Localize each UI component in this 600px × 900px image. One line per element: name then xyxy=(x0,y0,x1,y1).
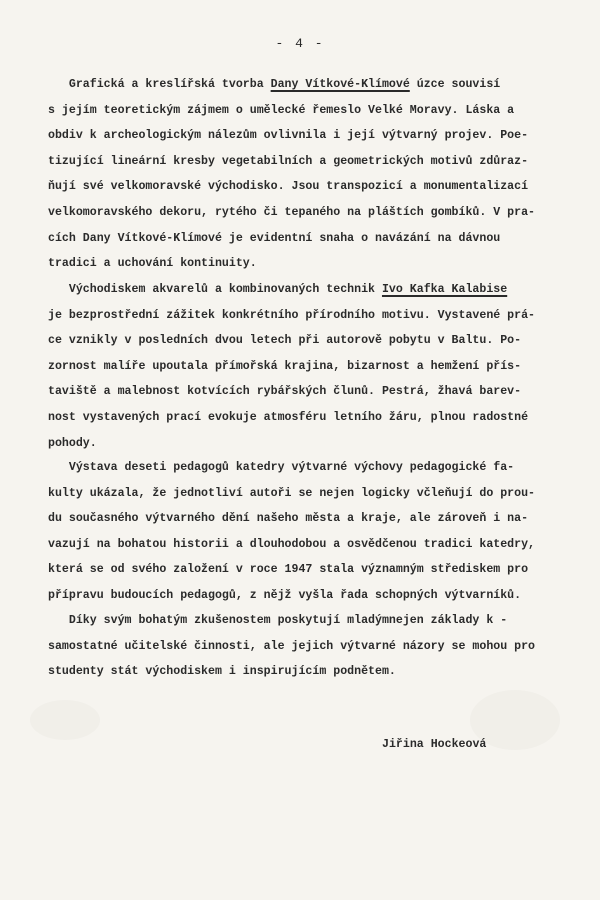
text-line: nost vystavených prací evokuje atmosféru letního žáru, plnou radostné xyxy=(48,410,529,424)
text-line: ňují své velkomoravské východisko. Jsou transpozicí a monumentalizací xyxy=(48,180,529,194)
text-line: Východiskem akvarelů a kombinovaných technik Ivo Kafka Kalabise xyxy=(48,283,508,296)
text-line: obdiv k archeologickým nálezům ovlivnila i její výtvarný projev. Poe- xyxy=(48,129,529,143)
text-line: velkomoravského dekoru, rytého či tepaného na pláštích gombíků. V pra- xyxy=(48,205,536,219)
paragraph-4 xyxy=(48,608,592,685)
text-line: kulty ukázala, že jednotliví autoři se nejen logicky včleňují do prou- xyxy=(48,486,536,500)
paragraph-2 xyxy=(48,277,592,456)
text-line: ce vznikly v posledních dvou letech při autorově pobytu v Baltu. Po- xyxy=(48,334,522,348)
text-line: du současného výtvarného dění našeho města a kraje, ale zároveň i na- xyxy=(48,512,529,526)
paper-stain xyxy=(30,700,100,740)
text-line: tradici a uchování kontinuity. xyxy=(48,257,257,271)
text-line: Díky svým bohatým zkušenostem poskytují mladýmnejen základy k - xyxy=(48,614,508,627)
text-line: studenty stát východiskem i inspirujícím podnětem. xyxy=(48,665,396,679)
paragraph-3 xyxy=(48,455,592,609)
text-line: zornost malíře upoutala přímořská krajina, bizarnost a hemžení přís- xyxy=(48,359,522,373)
text-line: s jejím teoretickým zájmem o umělecké řemeslo Velké Moravy. Láska a xyxy=(48,103,515,117)
underlined-name: Ivo Kafka Kalabise xyxy=(381,283,508,296)
text-line: pohody. xyxy=(48,436,97,450)
text-line: taviště a malebnost kotvících rybářských člunů. Pestrá, žhavá barev- xyxy=(48,385,522,399)
text-line: která se od svého založení v roce 1947 stala významným střediskem pro xyxy=(48,563,529,577)
page-number: - 4 - xyxy=(275,36,325,51)
text-line: přípravu budoucích pedagogů, z nějž vyšla řada schopných výtvarníků. xyxy=(48,588,522,602)
text-line: Výstava deseti pedagogů katedry výtvarné výchovy pedagogické fa- xyxy=(48,461,515,474)
text-line: cích Dany Vítkové-Klímové je evidentní snaha o navázání na dávnou xyxy=(48,231,501,245)
text-line: vazují na bohatou historii a dlouhodobou a osvědčenou tradici katedry, xyxy=(48,537,536,551)
underlined-name: Dany Vítkové-Klímové xyxy=(270,78,410,91)
signature-name: Jiřina Hockeová xyxy=(382,738,487,751)
text-line: Grafická a kreslířská tvorba Dany Vítkové-Klímové úzce souvisí xyxy=(48,78,501,91)
paragraph-1 xyxy=(48,72,592,277)
text-line: tizující lineární kresby vegetabilních a geometrických motivů zdůraz- xyxy=(48,154,529,168)
text-line: samostatné učitelské činnosti, ale jejich výtvarné názory se mohou pro xyxy=(48,639,536,653)
text-line: je bezprostřední zážitek konkrétního přírodního motivu. Vystavené prá- xyxy=(48,308,536,322)
